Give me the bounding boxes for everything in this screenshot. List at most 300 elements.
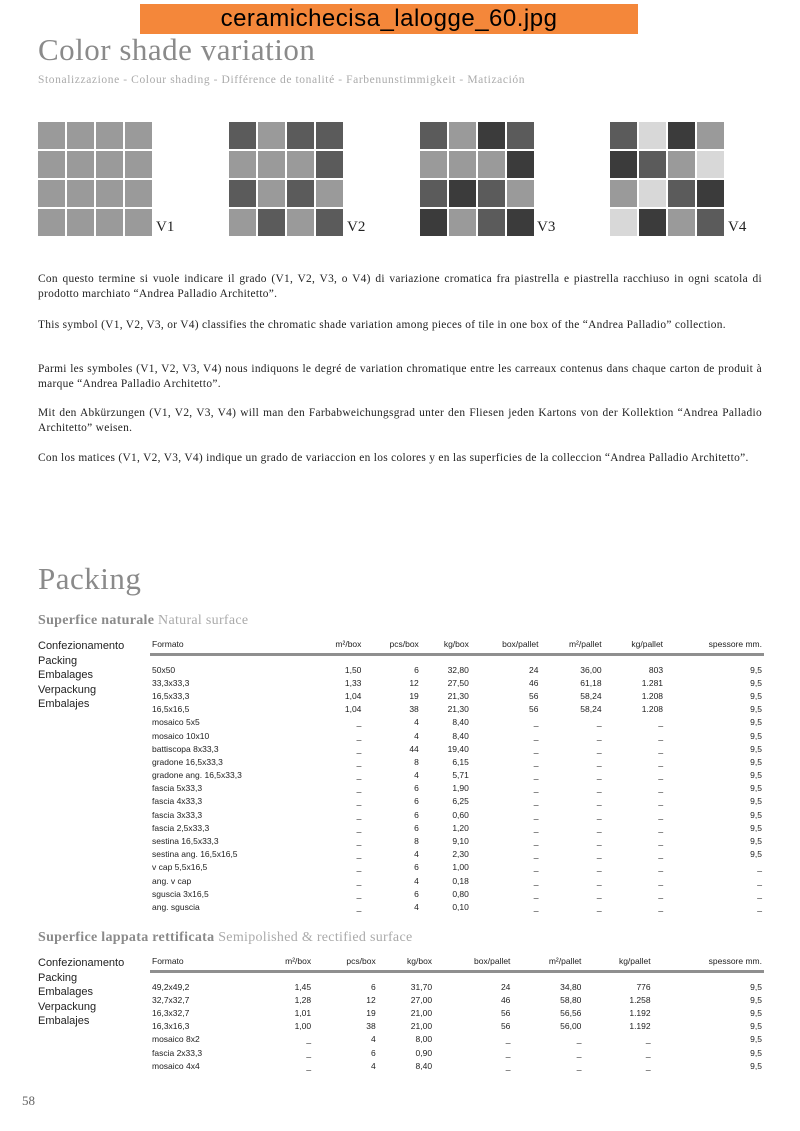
table-row: [150, 755, 764, 768]
tile: [449, 151, 476, 178]
tile: [258, 151, 285, 178]
table-cell: _: [757, 875, 762, 886]
table-cell: 1.192: [629, 1007, 651, 1018]
table-cell: 1,04: [344, 704, 362, 715]
tile: [96, 180, 123, 207]
table-cell: 21,00: [410, 1007, 433, 1018]
tile: [697, 209, 724, 236]
swatch-label-v3: V3: [537, 219, 556, 235]
tile: [610, 209, 637, 236]
table-row: [150, 663, 764, 676]
table-cell: _: [356, 809, 362, 820]
table-cell: 6: [414, 783, 419, 794]
tile: [287, 122, 314, 149]
table-cell: 9,5: [750, 1060, 762, 1071]
packing-side-labels: [38, 639, 124, 712]
tile: [420, 180, 447, 207]
side-label: Embalajes: [38, 698, 90, 710]
table-cell: sestina 16,5x33,3: [152, 836, 219, 847]
table-cell: _: [356, 756, 362, 767]
table-cell: _: [533, 809, 539, 820]
tile: [38, 151, 65, 178]
table-cell: 9,5: [750, 994, 762, 1005]
tile: [67, 209, 94, 236]
tile: [420, 209, 447, 236]
swatch-label-v2: V2: [347, 219, 366, 235]
tile: [229, 209, 256, 236]
table-cell: _: [645, 1060, 651, 1071]
tile: [639, 151, 666, 178]
table-cell: 9,5: [750, 822, 762, 833]
table-cell: _: [596, 730, 602, 741]
table-cell: mosaico 5x5: [152, 717, 200, 728]
table-cell: _: [533, 862, 539, 873]
table-cell: 9,5: [750, 836, 762, 847]
table-cell: 16,3x32,7: [152, 1007, 190, 1018]
tile: [125, 180, 152, 207]
table-cell: 9,5: [750, 690, 762, 701]
table-cell: _: [533, 822, 539, 833]
table-cell: 58,80: [560, 994, 582, 1005]
table-cell: 6,25: [452, 796, 469, 807]
table-cell: _: [658, 875, 664, 886]
table-row: [150, 874, 764, 887]
tile: [668, 122, 695, 149]
table-cell: fascia 2,5x33,3: [152, 822, 210, 833]
table-cell: 6: [414, 796, 419, 807]
swatch-label-v1: V1: [156, 219, 175, 235]
tile: [125, 151, 152, 178]
table-cell: gradone 16,5x33,3: [152, 756, 223, 767]
table-cell: 16,5x16,5: [152, 704, 190, 715]
column-header: kg/pallet: [604, 639, 665, 655]
table-row: [150, 716, 764, 729]
table-cell: _: [658, 888, 664, 899]
table-cell: 0,10: [452, 901, 469, 912]
table-cell: _: [576, 1060, 582, 1071]
swatch-v2: [229, 122, 343, 236]
table-cell: 1,45: [294, 981, 312, 992]
tile: [38, 122, 65, 149]
table-cell: 9,5: [750, 770, 762, 781]
paragraph-spanish: Con los matices (V1, V2, V3, V4) indique un grado de variaccion en los colores y en las superficies de la colleccion “Andrea Palladio Architetto”.: [38, 452, 749, 464]
table-cell: 1,28: [294, 994, 312, 1005]
swatch-v1: [38, 122, 152, 236]
table-cell: 44: [409, 743, 419, 754]
swatch-v3: [420, 122, 534, 236]
table-cell: 4: [370, 1034, 376, 1045]
table-cell: _: [356, 730, 362, 741]
table-cell: _: [596, 822, 602, 833]
table-cell: _: [596, 809, 602, 820]
table-cell: 2,30: [452, 849, 469, 860]
table-cell: 9,5: [750, 756, 762, 767]
table-row: [150, 1059, 764, 1072]
table-cell: 9,5: [750, 796, 762, 807]
table-cell: _: [356, 901, 362, 912]
table-cell: _: [596, 901, 602, 912]
table-cell: 9,5: [750, 981, 762, 992]
tile: [258, 180, 285, 207]
table-cell: fascia 4x33,3: [152, 796, 203, 807]
table-cell: 19,40: [447, 743, 469, 754]
table-cell: 8,40: [452, 730, 469, 741]
side-label: Verpackung: [38, 683, 97, 696]
table-cell: _: [356, 743, 362, 754]
table-cell: _: [576, 1047, 582, 1058]
table-cell: _: [356, 875, 362, 886]
table-cell: 24: [500, 981, 511, 992]
table-row: [150, 782, 764, 795]
table-row: [150, 689, 764, 702]
side-label: Verpackung: [38, 1000, 97, 1013]
table-cell: 8: [414, 756, 419, 767]
table-cell: 6,15: [452, 756, 469, 767]
table-cell: _: [596, 888, 602, 899]
table-row: [150, 703, 764, 716]
table-cell: _: [533, 717, 539, 728]
table-cell: _: [533, 888, 539, 899]
table-cell: 9,5: [750, 1034, 762, 1045]
table-cell: _: [533, 796, 539, 807]
table-cell: _: [596, 783, 602, 794]
table-cell: 803: [648, 664, 664, 675]
table-cell: _: [533, 836, 539, 847]
table-row: [150, 742, 764, 755]
table-cell: 61,18: [580, 677, 602, 688]
paragraph-english: This symbol (V1, V2, V3, or V4) classifies the chromatic shade variation among pieces of tile in one box of the “Andrea Palladio” collection.: [38, 319, 726, 331]
tile: [287, 209, 314, 236]
tile: [668, 180, 695, 207]
table-cell: fascia 3x33,3: [152, 809, 203, 820]
table-cell: _: [356, 836, 362, 847]
table-cell: fascia 5x33,3: [152, 783, 203, 794]
tile: [229, 180, 256, 207]
table-cell: 776: [636, 981, 651, 992]
tile: [610, 180, 637, 207]
page-number: 58: [22, 1093, 35, 1108]
column-header: m²/box: [312, 639, 364, 655]
column-header: pcs/box: [313, 956, 378, 972]
tile: [96, 151, 123, 178]
table-row: [150, 900, 764, 913]
tile: [478, 180, 505, 207]
tile: [316, 180, 343, 207]
table-cell: _: [533, 730, 539, 741]
column-header: box/pallet: [471, 639, 541, 655]
table-cell: 34,80: [560, 981, 582, 992]
tile: [478, 209, 505, 236]
table-cell: 4: [414, 730, 419, 741]
table-cell: _: [645, 1034, 651, 1045]
table-cell: 8,00: [415, 1034, 433, 1045]
table-cell: 6: [414, 862, 419, 873]
section-title-it: Superfice naturale: [38, 613, 155, 628]
tile: [287, 180, 314, 207]
table-cell: 1,33: [344, 677, 362, 688]
table-cell: _: [658, 770, 664, 781]
side-label: Embalages: [38, 669, 94, 681]
table-cell: 9,5: [750, 743, 762, 754]
table-cell: _: [533, 875, 539, 886]
column-header: m²/pallet: [540, 639, 603, 655]
packing-title: Packing: [38, 561, 142, 596]
table-cell: 5,71: [452, 770, 469, 781]
table-cell: battiscopa 8x33,3: [152, 743, 219, 754]
tile: [316, 122, 343, 149]
table-cell: 12: [366, 994, 376, 1005]
table-cell: 9,5: [750, 809, 762, 820]
table-cell: ang. sguscia: [152, 901, 200, 912]
table-cell: 16,5x33,3: [152, 690, 190, 701]
table-cell: _: [356, 849, 362, 860]
table-row: [150, 1033, 764, 1046]
table-row: [150, 729, 764, 742]
tile: [639, 180, 666, 207]
column-header: m²/box: [255, 956, 313, 972]
table-cell: 6: [414, 664, 419, 675]
table-cell: _: [533, 849, 539, 860]
table-cell: _: [596, 756, 602, 767]
table-cell: 9,5: [750, 664, 762, 675]
table-cell: 1.208: [641, 704, 664, 715]
column-header: Formato: [150, 639, 312, 655]
table-cell: _: [757, 888, 762, 899]
table-row: [150, 861, 764, 874]
side-label: Packing: [38, 654, 78, 667]
tile: [697, 151, 724, 178]
table-row: [150, 821, 764, 834]
table-cell: _: [658, 783, 664, 794]
shade-title: Color shade variation: [38, 32, 316, 67]
table-cell: _: [533, 901, 539, 912]
table-cell: 4: [414, 849, 419, 860]
table-cell: 56: [529, 704, 539, 715]
table-cell: 58,24: [580, 690, 602, 701]
tile: [38, 180, 65, 207]
file-name-banner: ceramichecisa_lalogge_60.jpg: [140, 4, 638, 34]
table-cell: _: [658, 717, 664, 728]
table-cell: _: [505, 1060, 511, 1071]
table-cell: 1,01: [294, 1007, 312, 1018]
table-cell: _: [356, 796, 362, 807]
table-cell: _: [596, 743, 602, 754]
tile: [258, 209, 285, 236]
table-cell: 19: [409, 690, 419, 701]
table-cell: 46: [500, 994, 511, 1005]
tile: [507, 151, 534, 178]
table-cell: 1.258: [629, 994, 651, 1005]
table-cell: 9,5: [750, 849, 762, 860]
table-cell: 56: [500, 1021, 511, 1032]
packing-table-semipolished: [150, 956, 764, 1072]
table-cell: _: [658, 836, 664, 847]
table-cell: 38: [409, 704, 419, 715]
table-cell: _: [596, 770, 602, 781]
tile: [507, 209, 534, 236]
table-cell: 19: [366, 1007, 376, 1018]
table-cell: 24: [529, 664, 539, 675]
tile: [316, 209, 343, 236]
table-cell: _: [658, 849, 664, 860]
table-cell: _: [658, 756, 664, 767]
table-row: [150, 769, 764, 782]
shade-subtitle: Stonalizzazione - Colour shading - Différence de tonalité - Farbenunstimmigkeit - Matización: [38, 74, 526, 86]
table-cell: 8,40: [452, 717, 469, 728]
table-cell: _: [533, 756, 539, 767]
tile: [478, 151, 505, 178]
tile: [668, 151, 695, 178]
table-cell: _: [596, 862, 602, 873]
tile: [38, 209, 65, 236]
table-cell: 32,80: [447, 664, 469, 675]
table-cell: 46: [529, 677, 539, 688]
table-row: [150, 993, 764, 1006]
table-cell: 12: [409, 677, 419, 688]
table-cell: 1.192: [629, 1021, 651, 1032]
table-cell: 1,50: [344, 664, 362, 675]
table-cell: 6: [414, 888, 419, 899]
table-cell: 6: [370, 981, 376, 992]
table-row: [150, 808, 764, 821]
table-cell: 31,70: [410, 981, 433, 992]
table-row: [150, 1046, 764, 1059]
column-header: kg/box: [378, 956, 434, 972]
table-cell: _: [356, 822, 362, 833]
table-cell: 36,00: [580, 664, 602, 675]
packing-table-natural: [150, 639, 764, 914]
table-cell: _: [757, 862, 762, 873]
table-cell: _: [505, 1034, 511, 1045]
table-cell: _: [533, 770, 539, 781]
table-cell: 1,00: [452, 862, 469, 873]
table-cell: 0,18: [452, 875, 469, 886]
table-cell: _: [533, 743, 539, 754]
table-cell: 0,60: [452, 809, 469, 820]
table-cell: _: [658, 822, 664, 833]
tile: [507, 122, 534, 149]
table-cell: _: [596, 796, 602, 807]
section-title-natural: [38, 613, 248, 629]
tile: [697, 122, 724, 149]
table-row: [150, 834, 764, 847]
column-header: box/pallet: [434, 956, 512, 972]
tile: [420, 151, 447, 178]
tile: [125, 209, 152, 236]
tile: [229, 122, 256, 149]
table-cell: _: [356, 862, 362, 873]
tile: [610, 122, 637, 149]
table-cell: _: [306, 1047, 312, 1058]
table-cell: 9,5: [750, 1007, 762, 1018]
table-cell: 8: [414, 836, 419, 847]
table-cell: 4: [414, 770, 419, 781]
table-cell: _: [533, 783, 539, 794]
column-header: spessore mm.: [653, 956, 764, 972]
tile: [258, 122, 285, 149]
tile: [125, 122, 152, 149]
table-cell: _: [596, 717, 602, 728]
table-cell: 21,00: [410, 1021, 433, 1032]
tile: [449, 122, 476, 149]
tile: [96, 122, 123, 149]
section-title-en: Natural surface: [158, 613, 249, 628]
tile: [639, 122, 666, 149]
tile: [420, 122, 447, 149]
table-cell: _: [658, 809, 664, 820]
table-cell: _: [576, 1034, 582, 1045]
table-cell: _: [658, 901, 664, 912]
tile: [478, 122, 505, 149]
table-cell: 16,3x16,3: [152, 1021, 190, 1032]
swatch-v4: [610, 122, 724, 236]
table-cell: _: [596, 836, 602, 847]
table-cell: _: [658, 796, 664, 807]
table-cell: 9,5: [750, 1021, 762, 1032]
column-header: spessore mm.: [665, 639, 764, 655]
section-title-semipolished: [38, 930, 412, 946]
tile: [316, 151, 343, 178]
table-cell: 6: [414, 822, 419, 833]
column-header: kg/box: [421, 639, 471, 655]
column-header: m²/pallet: [512, 956, 583, 972]
paragraph-german: Mit den Abkürzungen (V1, V2, V3, V4) will man den Farbabweichungsgrad unter den Fliesen jeden Kartons von der Kollektion “Andrea Palladio Architetto” weisen.: [38, 407, 762, 434]
table-cell: 9,5: [750, 677, 762, 688]
tile: [610, 151, 637, 178]
tile: [96, 209, 123, 236]
table-cell: gradone ang. 16,5x33,3: [152, 770, 242, 781]
table-cell: 4: [414, 875, 419, 886]
table-cell: _: [356, 717, 362, 728]
swatch-label-v4: V4: [728, 219, 747, 235]
column-header: kg/pallet: [583, 956, 652, 972]
table-cell: 27,50: [447, 677, 469, 688]
table-cell: v cap 5,5x16,5: [152, 862, 208, 873]
table-cell: 58,24: [580, 704, 602, 715]
tile: [449, 180, 476, 207]
table-cell: 33,3x33,3: [152, 677, 190, 688]
table-cell: 9,5: [750, 1047, 762, 1058]
table-cell: 1.208: [641, 690, 664, 701]
tile: [507, 180, 534, 207]
table-cell: _: [306, 1034, 312, 1045]
table-cell: 27,00: [410, 994, 433, 1005]
side-label: Confezionamento: [38, 957, 125, 969]
table-cell: sestina ang. 16,5x16,5: [152, 849, 238, 860]
side-label: Embalages: [38, 986, 94, 998]
table-row: [150, 887, 764, 900]
table-row: [150, 795, 764, 808]
table-cell: _: [658, 730, 664, 741]
packing-side-labels: [38, 956, 124, 1029]
table-row: [150, 676, 764, 689]
side-label: Embalajes: [38, 1015, 90, 1027]
table-cell: 38: [366, 1021, 376, 1032]
table-cell: 9,5: [750, 704, 762, 715]
section-title-it: Superfice lappata rettificata: [38, 930, 215, 945]
table-cell: 6: [414, 809, 419, 820]
paragraph-italian: Con questo termine si vuole indicare il grado (V1, V2, V3, o V4) di variazione cromatica fra piastrella e piastrella racchiuso in ogni scatola di prodotto marchiato “Andrea Palladio Architetto”.: [38, 273, 762, 300]
column-header: pcs/box: [363, 639, 420, 655]
table-cell: _: [505, 1047, 511, 1058]
tile: [229, 151, 256, 178]
table-cell: fascia 2x33,3: [152, 1047, 203, 1058]
table-cell: 56,56: [560, 1007, 582, 1018]
table-cell: sguscia 3x16,5: [152, 888, 209, 899]
table-row: [150, 1020, 764, 1033]
table-cell: 56: [529, 690, 539, 701]
table-cell: 8,40: [415, 1060, 433, 1071]
